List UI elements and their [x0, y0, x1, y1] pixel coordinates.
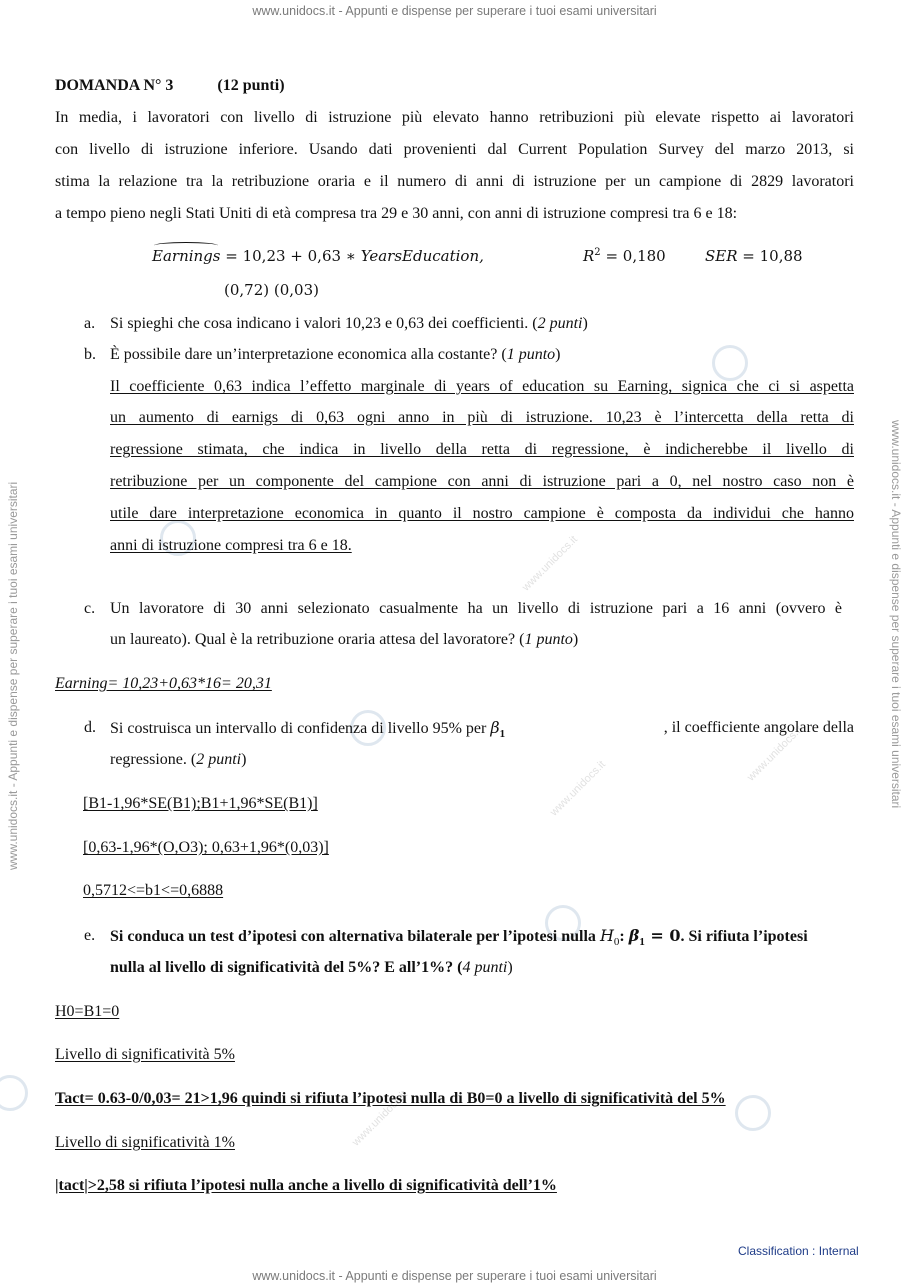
- item-b-letter: b.: [84, 346, 96, 363]
- watermark-diagonal: www.unidocs.it: [548, 758, 608, 819]
- watermark-top: www.unidocs.it - Appunti e dispense per superare i tuoi esami universitari: [252, 4, 657, 18]
- watermark-logo-icon: [712, 345, 748, 381]
- watermark-logo-icon: [735, 1095, 771, 1131]
- r-squared: $R^2 = 0,180$: [583, 247, 666, 265]
- intro-line: stima la relazione tra la retribuzione oraria e il numero di anni di istruzione per un campione di 2829 lavoratori: [55, 173, 854, 190]
- item-c-text: un laureato). Qual è la retribuzione oraria attesa del lavoratore? (1 punto): [110, 631, 579, 648]
- intro-line: con livello di istruzione inferiore. Usando dati provenienti dal Current Population Survey del marzo 2013, si: [55, 141, 854, 158]
- answer-e-level-1: Livello di significatività 1%: [55, 1134, 235, 1151]
- answer-c: Earning= 10,23+0,63*16= 20,31: [55, 675, 272, 692]
- answer-d-interval: 0,5712<=b1<=0,6888: [83, 882, 224, 899]
- answer-e-hypothesis: H0=B1=0: [55, 1003, 120, 1020]
- intro-line: a tempo pieno negli Stati Uniti di età compresa tra 29 e 30 anni, con anni di istruzione compresi tra 6 e 18:: [55, 205, 738, 222]
- standard-errors: (0,72) (0,03): [224, 281, 319, 299]
- item-c-text: Un lavoratore di 30 anni selezionato casualmente ha un livello di istruzione pari a 16 anni (ovvero è: [110, 600, 842, 617]
- ser-value: SER = 10,88: [705, 247, 803, 265]
- answer-b-line: utile dare interpretazione economica in quanto il nostro campione è composta da individui che hanno: [110, 505, 854, 522]
- item-d-letter: d.: [84, 719, 96, 736]
- item-a-text: Si spieghi che cosa indicano i valori 10,23 e 0,63 dei coefficienti. (2 punti): [110, 315, 588, 332]
- item-d-text: regressione. (2 punti): [110, 751, 247, 768]
- watermark-left: www.unidocs.it - Appunti e dispense per superare i tuoi esami universitari: [6, 481, 20, 870]
- answer-d-formula: [B1-1,96*SE(B1);B1+1,96*SE(B1)]: [83, 795, 318, 812]
- answer-b-line: retribuzione per un componente del campione con anni di istruzione pari a 0, nel nostro caso non è: [110, 473, 854, 490]
- answer-b-line: un aumento di earnigs di 0,63 ogni anno in più di istruzione. 10,23 è l’intercetta della retta di: [110, 409, 854, 426]
- answer-b-line: anni di istruzione compresi tra 6 e 18.: [110, 537, 352, 554]
- question-title: DOMANDA N° 3 (12 punti): [55, 77, 285, 94]
- regression-formula: Earnings = 10,23 + 0,63 ∗ YearsEducation,: [152, 247, 484, 265]
- item-e-text: nulla al livello di significatività del 5%? E all’1%? (4 punti): [110, 959, 513, 976]
- watermark-logo-icon: [0, 1075, 28, 1111]
- item-d-text: Si costruisca un intervallo di confidenza di livello 95% per $\beta_1$ , il coefficiente angolare della: [110, 718, 854, 741]
- item-a-letter: a.: [84, 315, 96, 332]
- formula-lhs: Earnings: [152, 247, 221, 265]
- watermark-right: www.unidocs.it - Appunti e dispense per superare i tuoi esami universitari: [889, 420, 903, 809]
- classification-label: Classification : Internal: [738, 1244, 859, 1258]
- watermark-diagonal: www.unidocs.it: [350, 1088, 410, 1149]
- item-c-letter: c.: [84, 600, 96, 617]
- answer-d-substitution: [0,63-1,96*(O,O3); 0,63+1,96*(0,03)]: [83, 839, 329, 856]
- answer-e-test-5: Tact= 0.63-0/0,03= 21>1,96 quindi si rifiuta l’ipotesi nulla di B0=0 a livello di significatività del 5%: [55, 1090, 726, 1107]
- watermark-diagonal: www.unidocs.it: [745, 723, 805, 784]
- watermark-diagonal: www.unidocs.it: [520, 533, 580, 594]
- item-e-letter: e.: [84, 927, 96, 944]
- answer-b-line: Il coefficiente 0,63 indica l’effetto marginale di years of education su Earning, signica che ci si aspetta: [110, 378, 854, 395]
- item-b-text: È possibile dare un’interpretazione economica alla costante? (1 punto): [110, 346, 561, 363]
- intro-line: In media, i lavoratori con livello di istruzione più elevato hanno retribuzioni più elevate rispetto ai lavoratori: [55, 109, 854, 126]
- watermark-bottom: www.unidocs.it - Appunti e dispense per superare i tuoi esami universitari: [252, 1269, 657, 1283]
- answer-b-line: regressione stimata, che indica in livello della retta di regressione, è indicherebbe il livello di: [110, 441, 854, 458]
- item-e-text: Si conduca un test d’ipotesi con alternativa bilaterale per l’ipotesi nulla $H_0$: $\beta_1 = 0$. Si rifiuta l’ipotesi: [110, 926, 808, 949]
- answer-e-level-5: Livello di significatività 5%: [55, 1046, 235, 1063]
- answer-e-test-1: |tact|>2,58 si rifiuta l’ipotesi nulla anche a livello di significatività dell’1%: [55, 1177, 557, 1194]
